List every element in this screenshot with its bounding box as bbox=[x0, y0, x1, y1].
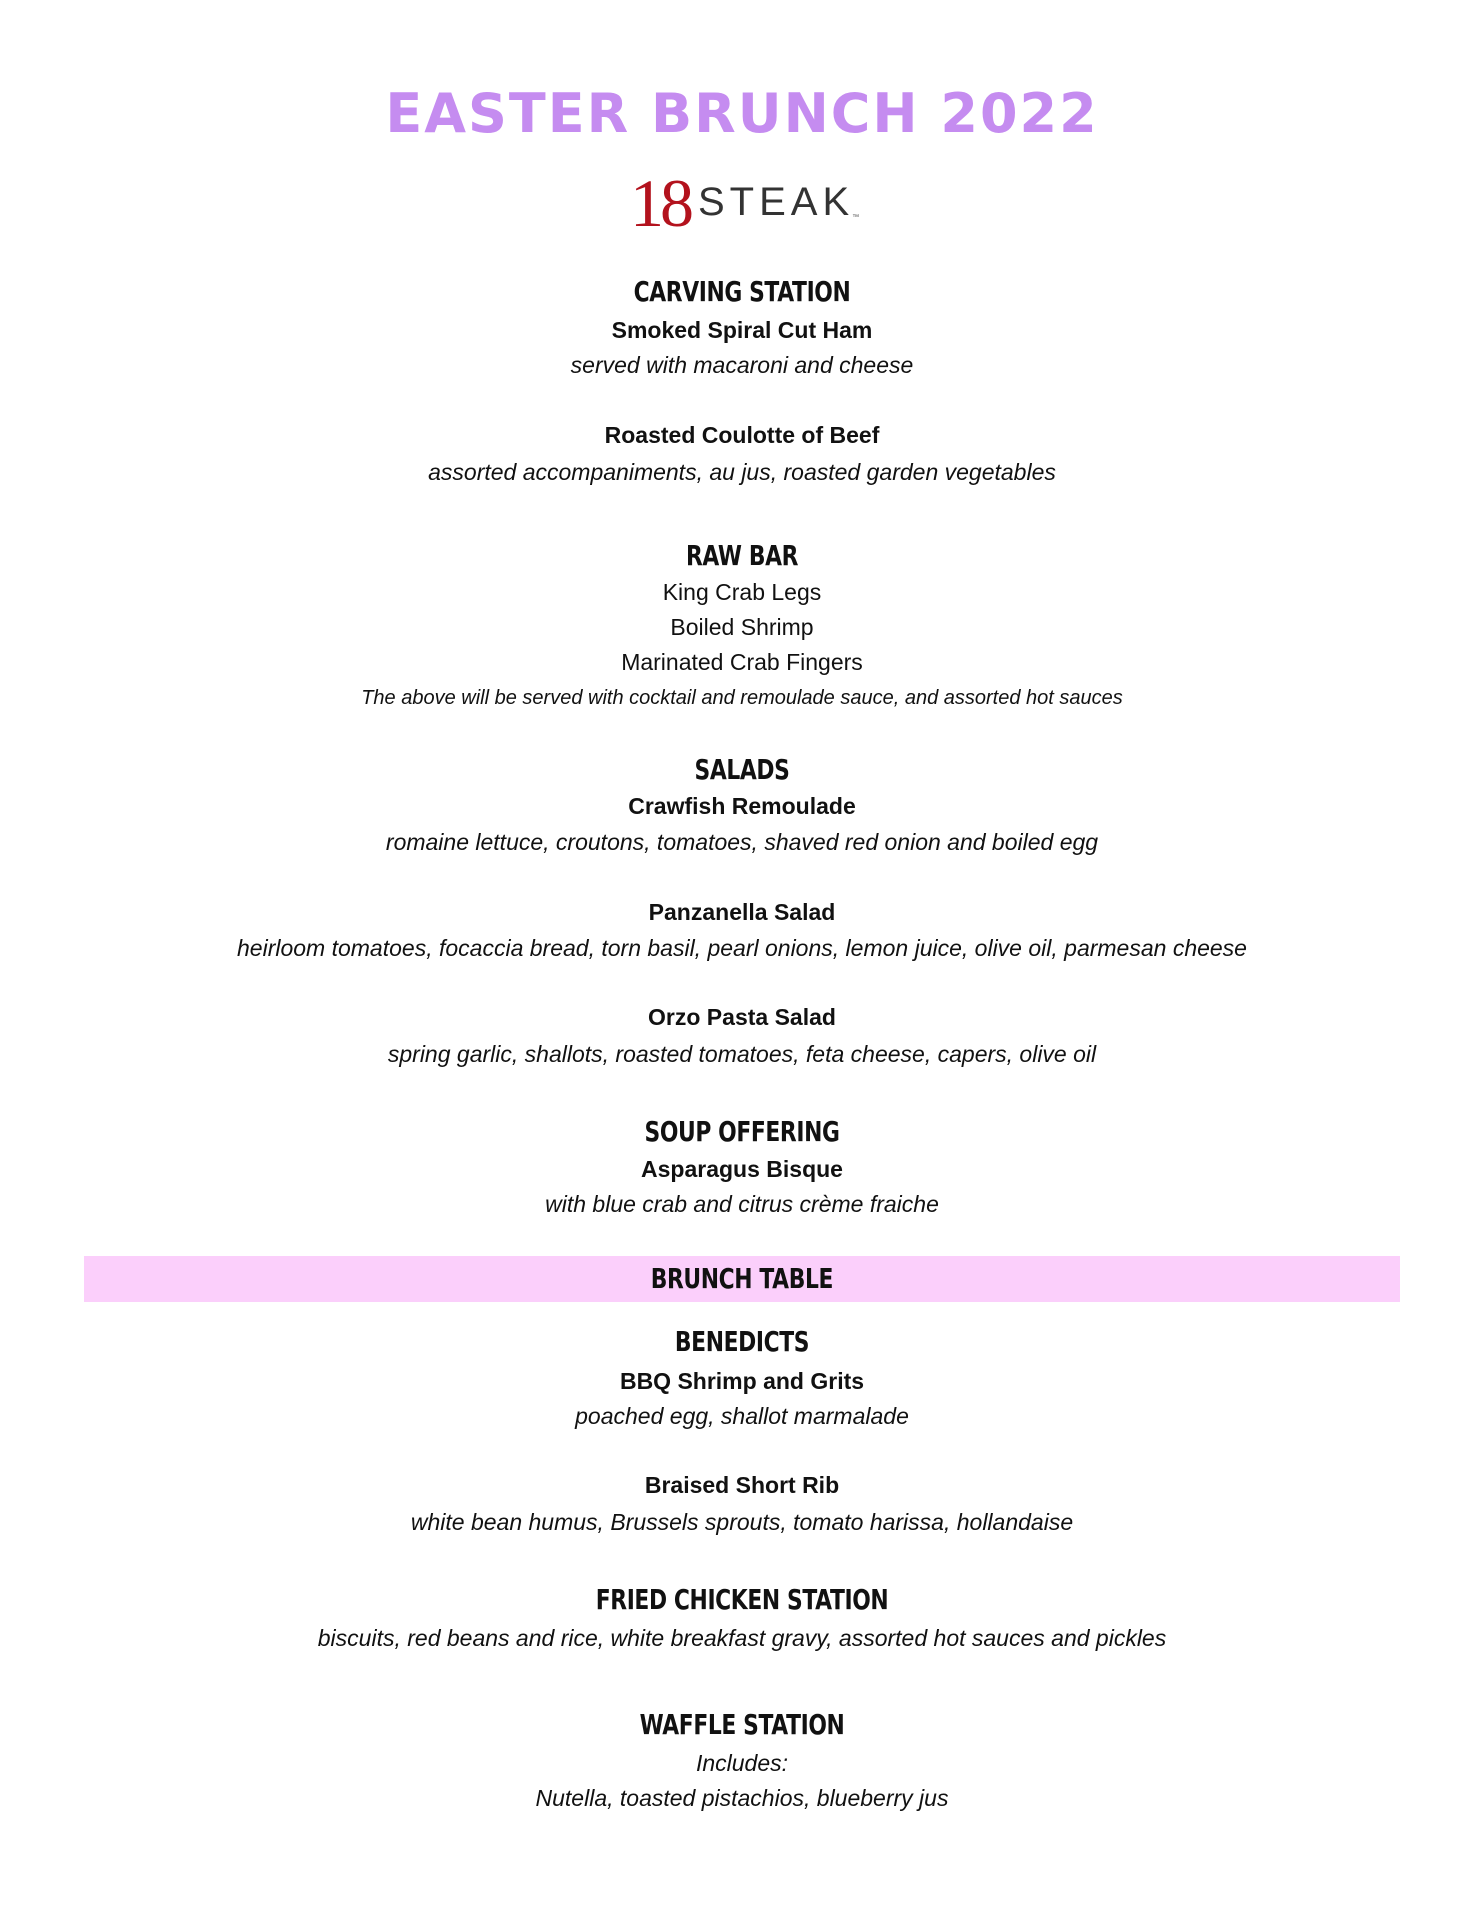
section-heading-waffle: WAFFLE STATION bbox=[639, 1708, 845, 1741]
item-description: served with macaroni and cheese bbox=[570, 352, 914, 378]
logo-trademark: ™ bbox=[852, 214, 860, 221]
item-description: white bean humus, Brussels sprouts, tomato harissa, hollandaise bbox=[410, 1509, 1074, 1535]
section-heading-benedicts: BENEDICTS bbox=[674, 1325, 810, 1358]
item-name: Braised Short Rib bbox=[644, 1472, 840, 1498]
item-description: Nutella, toasted pistachios, blueberry jus bbox=[535, 1785, 949, 1811]
item-description: romaine lettuce, croutons, tomatoes, shaved red onion and boiled egg bbox=[385, 829, 1099, 855]
item-description: assorted accompaniments, au jus, roasted garden vegetables bbox=[428, 459, 1056, 485]
section-heading-raw-bar: RAW BAR bbox=[685, 539, 799, 572]
list-item: King Crab Legs bbox=[662, 579, 822, 605]
item-name: Crawfish Remoulade bbox=[628, 793, 856, 819]
section-heading-salads: SALADS bbox=[694, 753, 790, 786]
item-description: poached egg, shallot marmalade bbox=[575, 1403, 909, 1429]
item-name: BBQ Shrimp and Grits bbox=[619, 1368, 865, 1394]
logo-word: STEAK bbox=[698, 180, 855, 224]
raw-bar-note: The above will be served with cocktail and remoulade sauce, and assorted hot sauces bbox=[361, 687, 1123, 709]
item-name: Smoked Spiral Cut Ham bbox=[611, 317, 873, 343]
item-name: Panzanella Salad bbox=[648, 899, 836, 925]
brunch-table-band bbox=[84, 1256, 1400, 1302]
item-description: spring garlic, shallots, roasted tomatoes, feta cheese, capers, olive oil bbox=[387, 1041, 1097, 1067]
page-title: EASTER BRUNCH 2022 bbox=[385, 82, 1099, 145]
item-description: heirloom tomatoes, focaccia bread, torn basil, pearl onions, lemon juice, olive oil, parmesan cheese bbox=[237, 935, 1247, 961]
item-description: biscuits, red beans and rice, white breakfast gravy, assorted hot sauces and pickles bbox=[317, 1625, 1167, 1651]
list-item: Boiled Shrimp bbox=[670, 614, 814, 640]
section-heading-carving: CARVING STATION bbox=[633, 275, 851, 308]
section-heading-fried-chicken: FRIED CHICKEN STATION bbox=[595, 1583, 889, 1616]
logo-number: 18 bbox=[630, 165, 690, 241]
item-description: with blue crab and citrus crème fraiche bbox=[545, 1191, 939, 1217]
waffle-includes-label: Includes: bbox=[695, 1750, 789, 1776]
item-name: Asparagus Bisque bbox=[641, 1156, 843, 1182]
item-name: Roasted Coulotte of Beef bbox=[604, 422, 880, 448]
item-name: Orzo Pasta Salad bbox=[648, 1004, 836, 1030]
restaurant-logo bbox=[630, 165, 860, 246]
list-item: Marinated Crab Fingers bbox=[621, 649, 863, 675]
section-heading-soup: SOUP OFFERING bbox=[644, 1115, 840, 1148]
section-heading-brunch-table: BRUNCH TABLE bbox=[650, 1262, 834, 1295]
